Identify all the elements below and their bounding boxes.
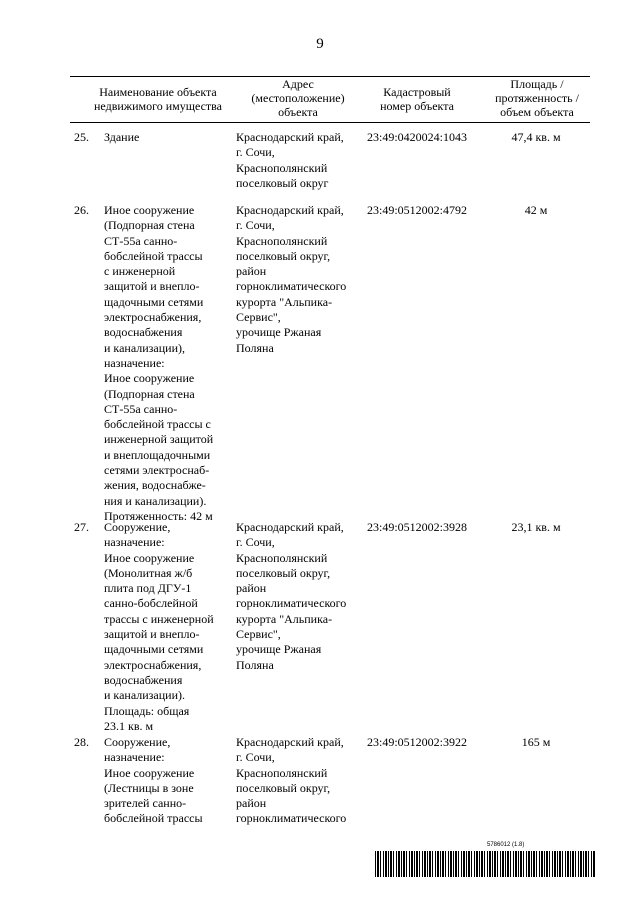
header-area: Площадь / протяженность / объем объекта (495, 77, 579, 119)
object-name: Сооружение, назначение: Иное сооружение (Монолитная ж/б плита под ДГУ-1 санно-бобслейной трассы с инженерной защитой и внепло- щадочными сетями электроснабжения, водоснабжения и канализации). Площадь: общая 23.1 кв. м (104, 520, 214, 733)
object-area: 42 м (524, 203, 548, 217)
row-number: 27. (74, 520, 89, 534)
object-area: 47,4 кв. м (511, 130, 561, 144)
barcode (375, 851, 596, 877)
cadastral-number: 23:49:0512002:3928 (367, 520, 468, 534)
object-address: Краснодарский край, г. Сочи, Краснополянский поселковый округ, район горноклиматического курорта "Альпика- Сервис", урочище Ржаная Поляна (236, 520, 347, 672)
row-number: 28. (74, 735, 89, 749)
table-header (70, 76, 590, 123)
cadastral-number: 23:49:0512002:4792 (367, 203, 468, 217)
row-number: 25. (74, 130, 89, 144)
row-number: 26. (74, 203, 89, 217)
header-address: Адрес (местоположение) объекта (251, 77, 345, 119)
page-number: 9 (316, 36, 324, 52)
header-name: Наименование объекта недвижимого имущества (94, 85, 222, 113)
object-name: Сооружение, назначение: Иное сооружение (Лестницы в зоне зрителей санно- бобслейной трассы (104, 735, 203, 826)
cadastral-number: 23:49:0420024:1043 (367, 130, 468, 144)
object-address: Краснодарский край, г. Сочи, Краснополянский поселковый округ, район горноклиматического курорта "Альпика- Сервис", урочище Ржаная Поляна (236, 203, 347, 355)
barcode-label: 5786012 (1.8) (487, 842, 525, 848)
object-area: 23,1 кв. м (511, 520, 561, 534)
object-area: 165 м (521, 735, 551, 749)
header-cadastral: Кадастровый номер объекта (380, 85, 454, 113)
object-name: Иное сооружение (Подпорная стена СТ-55а санно- бобслейной трассы с инженерной защитой и внепло- щадочными сетями электроснабжения, водоснабжения и канализации), назначение: Иное сооружение (Подпорная стена СТ-55а санно- бобслейной трассы с инженерной защитой и внеплощадочными сетями электроснаб- жения, водоснабже- ния и канализации). Протяженность: 42 м (104, 203, 214, 523)
object-address: Краснодарский край, г. Сочи, Краснополянский поселковый округ (236, 130, 344, 190)
object-name: Здание (104, 130, 140, 144)
cadastral-number: 23:49:0512002:3922 (367, 735, 468, 749)
object-address: Краснодарский край, г. Сочи, Краснополянский поселковый округ, район горноклиматического (236, 735, 347, 826)
